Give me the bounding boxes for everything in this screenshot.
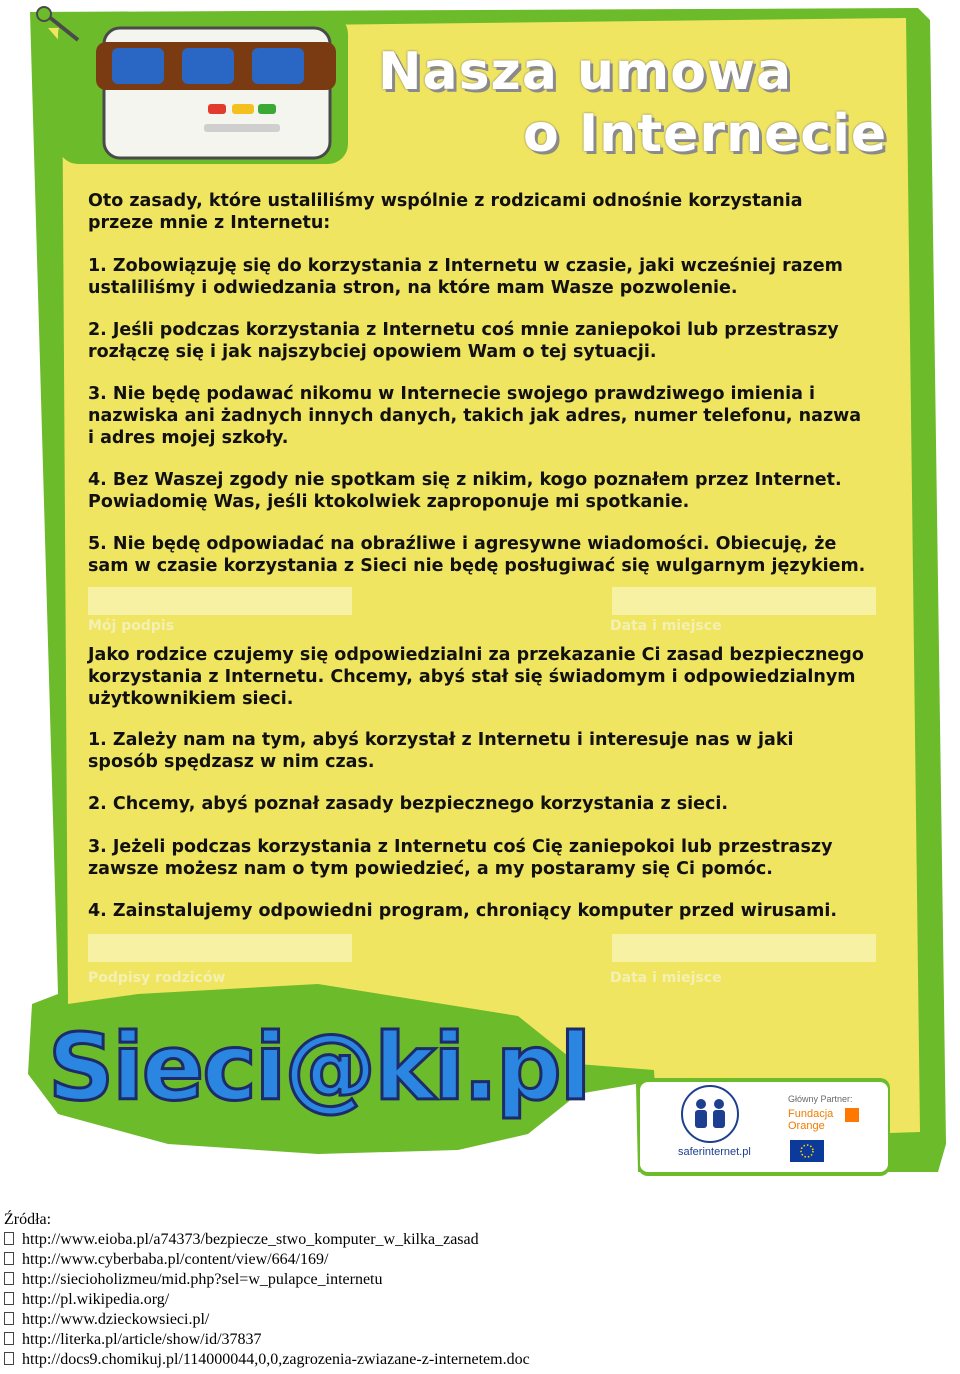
parents-intro-text: Jako rodzice czujemy się odpowiedzialni za przekazanie Ci zasad bezpiecznego korzystania z Internetu. Chcemy, abyś stał się świadomym i odpowiedzialnym użytkownikiem sieci.	[88, 645, 864, 709]
child-date-field[interactable]	[612, 587, 876, 615]
parent-date-label: Data i miejsce	[610, 970, 722, 986]
orange-logo-icon	[845, 1108, 859, 1122]
saferinternet-logo-text: saferinternet.pl	[678, 1146, 751, 1158]
parent-rule-2: 2. Chcemy, abyś poznał zasady bezpiecznego korzystania z sieci.	[88, 794, 729, 814]
parent-rule-4: 4. Zainstalujemy odpowiedni program, chroniący komputer przed wirusami.	[88, 901, 838, 921]
sieciaki-logo-text: Sieci@ki.pl	[48, 1014, 590, 1121]
source-item[interactable]: http://www.eioba.pl/a74373/bezpiecze_stwo_komputer_w_kilka_zasad	[4, 1230, 954, 1250]
checkbox-bullet-icon	[4, 1252, 14, 1265]
source-item[interactable]: http://siecioholizmeu/mid.php?sel=w_pulapce_internetu	[4, 1270, 954, 1290]
eu-flag-icon	[790, 1140, 824, 1162]
source-item[interactable]: http://www.cyberbaba.pl/content/view/664/169/	[4, 1250, 954, 1270]
child-rule-1: 1. Zobowiązuję się do korzystania z Internetu w czasie, jaki wcześniej razem ustaliliśmy i odwiedzania stron, na które mam Wasze pozwolenie.	[88, 256, 843, 298]
child-rule-5: 5. Nie będę odpowiadać na obraźliwe i agresywne wiadomości. Obiecuję, że sam w czasie korzystania z Sieci nie będę posługiwać się wulgarnym językiem.	[88, 534, 866, 576]
source-item[interactable]: http://pl.wikipedia.org/	[4, 1290, 954, 1310]
sources-title: Źródła:	[4, 1211, 52, 1228]
checkbox-bullet-icon	[4, 1352, 14, 1365]
parent-date-field[interactable]	[612, 934, 876, 962]
checkbox-bullet-icon	[4, 1292, 14, 1305]
checkbox-bullet-icon	[4, 1272, 14, 1285]
source-item[interactable]: http://docs9.chomikuj.pl/114000044,0,0,zagrozenia-zwiazane-z-internetem.doc	[4, 1350, 954, 1370]
partner-name-line2: Orange	[788, 1120, 825, 1132]
parent-rule-3: 3. Jeżeli podczas korzystania z Internetu coś Cię zaniepokoi lub przestraszy zawsze możesz nam o tym powiedzieć, a my postaramy się Ci pomóc.	[88, 837, 833, 879]
agreement-poster	[18, 4, 948, 1176]
child-signature-field[interactable]	[88, 587, 352, 615]
intro-text: Oto zasady, które ustaliliśmy wspólnie z rodzicami odnośnie korzystania przeze mnie z Internetu:	[88, 191, 803, 233]
child-rule-3: 3. Nie będę podawać nikomu w Internecie swojego prawdziwego imienia i nazwiska ani żadnych innych danych, takich jak adres, numer telefonu, nazwa i adres mojej szkoły.	[88, 384, 862, 448]
source-item[interactable]: http://literka.pl/article/show/id/37837	[4, 1330, 954, 1350]
parent-signature-field[interactable]	[88, 934, 352, 962]
sources-list	[4, 1210, 954, 1370]
child-rule-4: 4. Bez Waszej zgody nie spotkam się z nikim, kogo poznałem przez Internet. Powiadomię Was, jeśli ktokolwiek zaproponuje mi spotkanie.	[88, 470, 842, 512]
sieciaki-logo	[48, 1014, 589, 1121]
child-signature-label: Mój podpis	[88, 618, 175, 634]
parent-signature-label: Podpisy rodziców	[88, 970, 226, 986]
checkbox-bullet-icon	[4, 1232, 14, 1245]
partner-name-line1: Fundacja	[788, 1108, 834, 1120]
poster-title-line2: o Internecie	[523, 104, 888, 164]
source-item[interactable]: http://www.dzieckowsieci.pl/	[4, 1310, 954, 1330]
robot-mascot-icon	[37, 7, 348, 164]
partners-card	[640, 1082, 888, 1172]
child-rule-2: 2. Jeśli podczas korzystania z Internetu coś mnie zaniepokoi lub przestraszy rozłączę się i jak najszybciej opowiem Wam o tej sytuacji.	[88, 320, 839, 362]
checkbox-bullet-icon	[4, 1332, 14, 1345]
checkbox-bullet-icon	[4, 1312, 14, 1325]
main-partner-label: Główny Partner:	[788, 1094, 853, 1104]
parent-rule-1: 1. Zależy nam na tym, abyś korzystał z Internetu i interesuje nas w jaki sposób spędzasz w nim czas.	[88, 730, 794, 772]
poster-title-line1: Nasza umowa	[378, 42, 793, 102]
child-date-label: Data i miejsce	[610, 618, 722, 634]
fundacja-dzieci-niczyje-logo-icon	[682, 1086, 738, 1142]
